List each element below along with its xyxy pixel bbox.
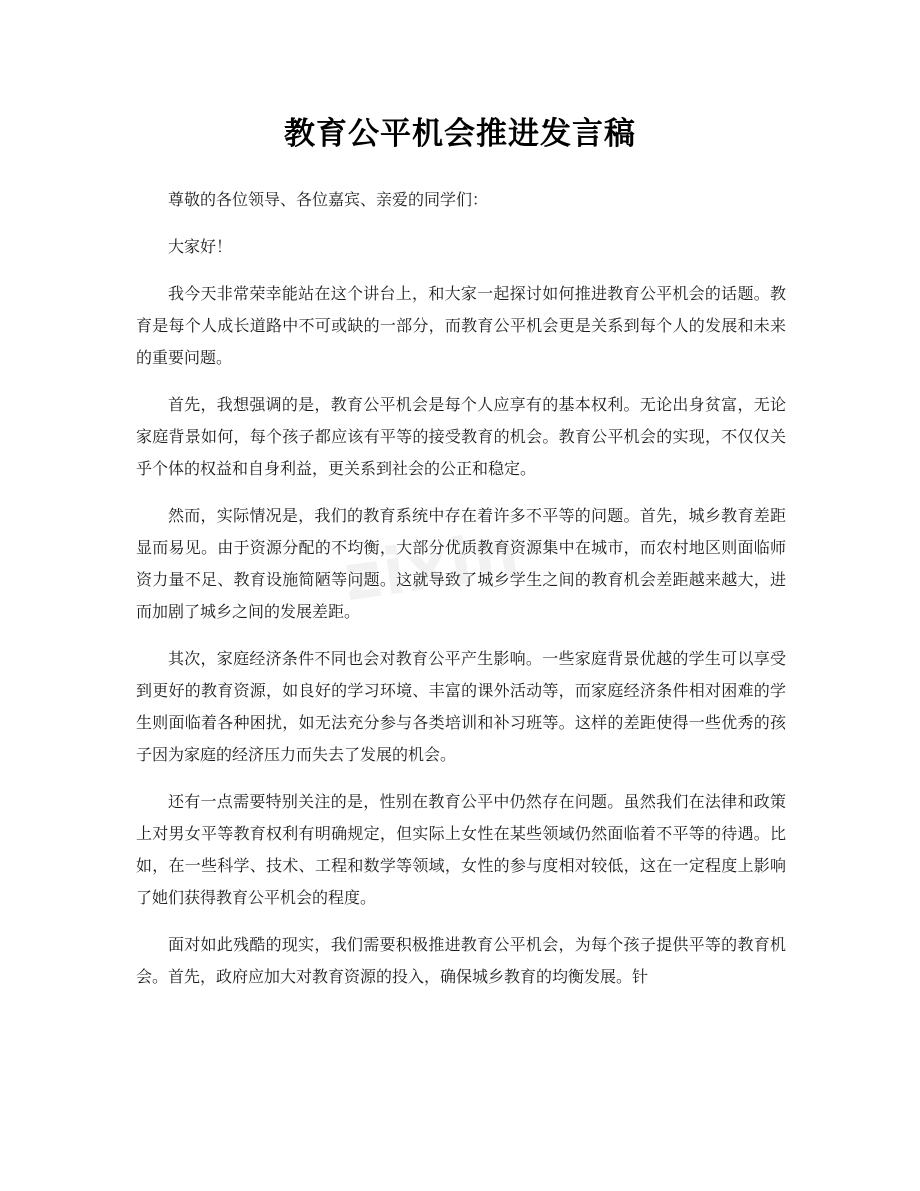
document-body — [136, 184, 786, 1008]
paragraph-greeting: 大家好！ — [168, 237, 233, 256]
paragraph: 我今天非常荣幸能站在这个讲台上，和大家一起探讨如何推进教育公平机会的话题。教育是每个人成长道路中不可或缺的一部分，而教育公平机会更是关系到每个人的发展和未来的重要问题。 — [136, 284, 786, 367]
document-title: 教育公平机会推进发言稿 — [284, 116, 636, 152]
paragraph: 其次，家庭经济条件不同也会对教育公平产生影响。一些家庭背景优越的学生可以享受到更好的教育资源，如良好的学习环境、丰富的课外活动等，而家庭经济条件相对困难的学生则面临着各种困扰，如无法充分参与各类培训和补习班等。这样的差距使得一些优秀的孩子因为家庭的经济压力而失去了发展的机会。 — [136, 649, 786, 764]
watermark-logo: zixin — [339, 518, 526, 617]
paragraph: 面对如此残酷的现实，我们需要积极推进教育公平机会，为每个孩子提供平等的教育机会。首先，政府应加大对教育资源的投入，确保城乡教育的均衡发展。针 — [136, 935, 786, 986]
paragraph: 然而，实际情况是，我们的教育系统中存在着许多不平等的问题。首先，城乡教育差距显而易见。由于资源分配的不均衡，大部分优质教育资源集中在城市，而农村地区则面临师资力量不足、教育设施简陋等问题。这就导致了城乡学生之间的教育机会差距越来越大，进而加剧了城乡之间的发展差距。 — [136, 506, 786, 621]
paragraph-salutation: 尊敬的各位领导、各位嘉宾、亲爱的同学们： — [168, 190, 489, 209]
paragraph: 还有一点需要特别关注的是，性别在教育公平中仍然存在问题。虽然我们在法律和政策上对男女平等教育权利有明确规定，但实际上女性在某些领域仍然面临着不平等的待遇。比如，在一些科学、技术、工程和数学等领域，女性的参与度相对较低，这在一定程度上影响了她们获得教育公平机会的程度。 — [136, 792, 786, 907]
paragraph: 首先，我想强调的是，教育公平机会是每个人应享有的基本权利。无论出身贫富，无论家庭背景如何，每个孩子都应该有平等的接受教育的机会。教育公平机会的实现，不仅仅关乎个体的权益和自身利益，更关系到社会的公正和稳定。 — [136, 395, 786, 478]
